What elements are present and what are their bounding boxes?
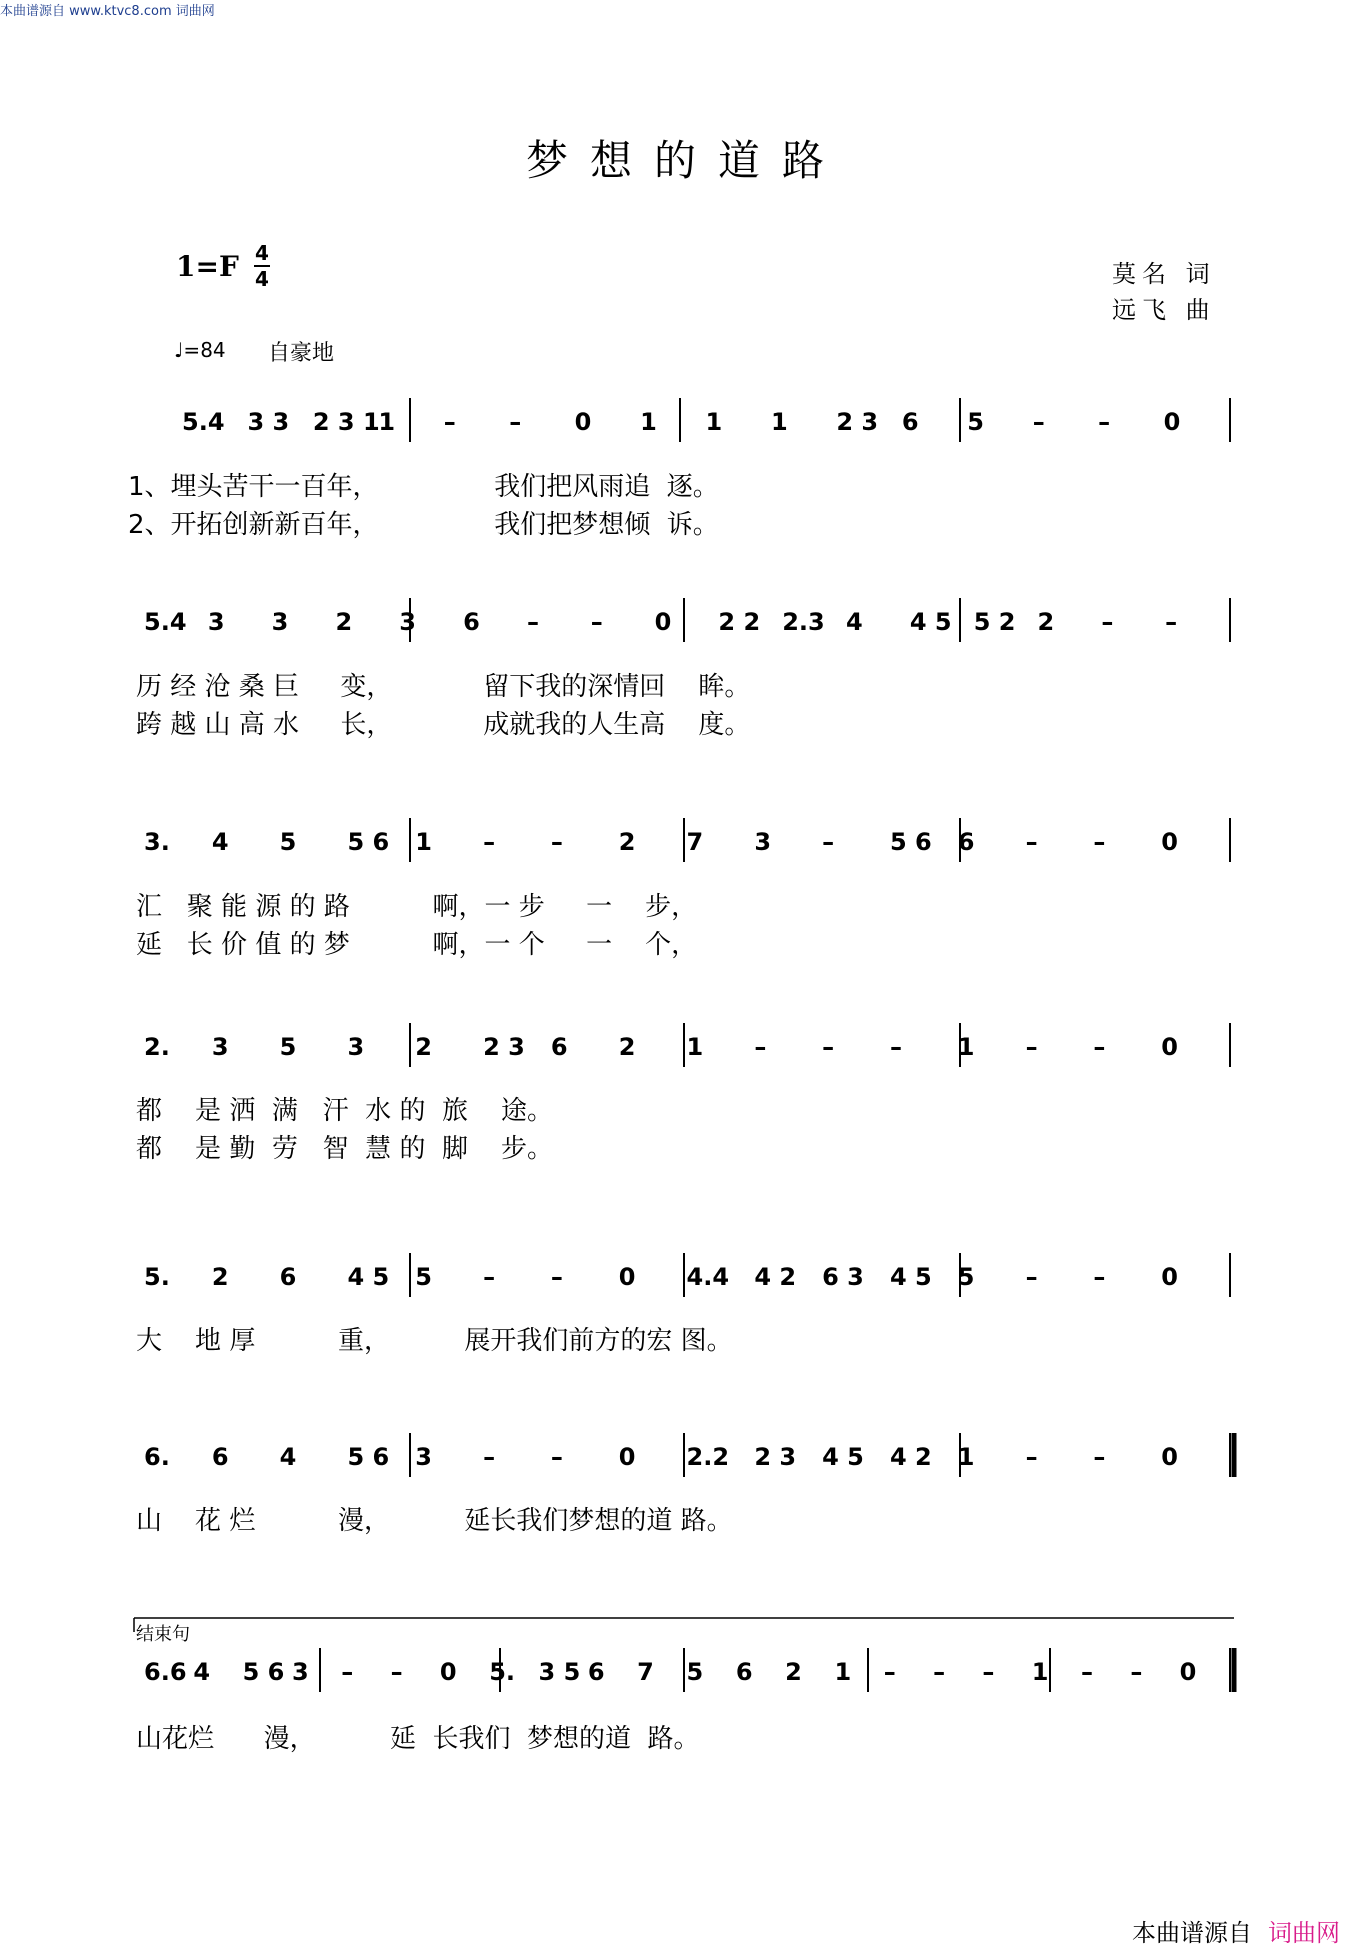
note: – <box>1025 828 1038 856</box>
note: 3 5 <box>538 1658 581 1686</box>
note: 0 <box>618 1443 636 1471</box>
note: 4 5 <box>822 1443 864 1471</box>
note: – <box>1081 1658 1094 1686</box>
note: 1 <box>957 1033 975 1061</box>
note: 5 6 <box>242 1658 285 1686</box>
note: – <box>1093 1033 1106 1061</box>
note: – <box>822 828 835 856</box>
note: – <box>1093 828 1106 856</box>
note: – <box>483 1443 496 1471</box>
note: 3 <box>211 1033 229 1061</box>
note: – <box>1025 1443 1038 1471</box>
note: 3 <box>347 1033 365 1061</box>
note: 6.6 <box>144 1658 187 1686</box>
note: 2.3 <box>782 608 825 636</box>
note: 1 <box>415 828 432 856</box>
note: – <box>526 608 539 636</box>
note: 0 <box>654 608 672 636</box>
note: 5.4 <box>144 608 187 636</box>
note: 0 <box>1161 828 1178 856</box>
note: 2 3 <box>483 1033 525 1061</box>
note: – <box>590 608 603 636</box>
note: 3 <box>207 608 225 636</box>
note: 1 <box>834 1658 852 1686</box>
note: 5 <box>279 828 297 856</box>
note: 2 3 <box>836 408 879 436</box>
note: 6 <box>550 1033 568 1061</box>
note: 3 3 <box>247 408 290 436</box>
ending-label: 结束句 <box>136 1624 190 1645</box>
note: 0 <box>618 1263 636 1291</box>
note: 0 <box>574 408 592 436</box>
note: 0 <box>1161 1263 1178 1291</box>
note: 6 <box>901 408 919 436</box>
note: – <box>822 1033 835 1061</box>
key-signature: 1=F <box>176 250 239 283</box>
note: – <box>883 1658 896 1686</box>
note: 1 <box>378 408 396 436</box>
time-signature-top: 4 <box>255 241 269 265</box>
note: 2 2 <box>718 608 761 636</box>
note: 5. <box>489 1658 516 1686</box>
note: 5 <box>957 1263 975 1291</box>
note: – <box>550 1443 563 1471</box>
note: – <box>341 1658 354 1686</box>
note: 1 <box>770 408 788 436</box>
note: – <box>1025 1033 1038 1061</box>
note: 5 <box>967 408 984 436</box>
note: – <box>1093 1263 1106 1291</box>
note: 3 <box>415 1443 432 1471</box>
footer-site: 词曲网 <box>1268 1919 1340 1947</box>
lyric-line-5: 大 地 厚 重， 展开我们前方的宏 图。 <box>136 1326 733 1356</box>
note: – <box>1025 1263 1038 1291</box>
note: 0 <box>439 1658 457 1686</box>
note: 4 2 <box>754 1263 797 1291</box>
note: 3 <box>754 828 772 856</box>
lyric-line-2-verse-2: 跨 越 山 高 水 长， 成就我的人生高 度。 <box>136 710 751 740</box>
note: 4 5 <box>909 608 952 636</box>
note: 1 <box>686 1033 704 1061</box>
note: 2 <box>335 608 353 636</box>
lyric-line-2-verse-1: 历 经 沧 桑 巨 变， 留下我的深情回 眸。 <box>136 672 751 702</box>
note: 4 5 <box>889 1263 932 1291</box>
lyric-line-1-verse-2: 2、开拓创新新百年， 我们把梦想倾 诉。 <box>128 510 719 540</box>
note: 2.2 <box>686 1443 730 1471</box>
note: 2 <box>415 1033 432 1061</box>
note: – <box>889 1033 902 1061</box>
note: 5.4 <box>182 408 225 436</box>
note: 5 6 <box>347 1443 390 1471</box>
note: 5 <box>686 1658 704 1686</box>
note: 6 <box>587 1658 605 1686</box>
note: 5 2 <box>973 608 1016 636</box>
note: 2 <box>211 1263 229 1291</box>
note: 2 3 <box>754 1443 797 1471</box>
lyric-line-4-verse-2: 都 是 勤 劳 智 慧 的 脚 步。 <box>136 1134 554 1164</box>
note: – <box>1165 608 1178 636</box>
note: – <box>933 1658 946 1686</box>
source-header: 本曲谱源自 www.ktvc8.com 词曲网 <box>0 4 215 19</box>
note: – <box>754 1033 767 1061</box>
note: 5 6 <box>347 828 390 856</box>
note: 2. <box>144 1033 170 1061</box>
note: 6. <box>144 1443 170 1471</box>
footer-source: 本曲谱源自 <box>1132 1919 1252 1947</box>
note: – <box>509 408 522 436</box>
note: 5. <box>144 1263 170 1291</box>
note: – <box>443 408 456 436</box>
note: 2 <box>1037 608 1055 636</box>
note: 1 <box>957 1443 975 1471</box>
note: – <box>1130 1658 1143 1686</box>
note: 3. <box>144 828 170 856</box>
note: 6 <box>463 608 480 636</box>
note: – <box>1098 408 1111 436</box>
lyricist-credit: 莫名 词 <box>1112 260 1216 288</box>
note: – <box>982 1658 995 1686</box>
note: 5 6 <box>889 828 932 856</box>
note: 4 <box>279 1443 297 1471</box>
note: 6 3 <box>822 1263 864 1291</box>
lyric-line-6: 山 花 烂 漫， 延长我们梦想的道 路。 <box>136 1506 733 1536</box>
note: 2 <box>618 828 636 856</box>
note: – <box>1093 1443 1106 1471</box>
note: – <box>550 1263 563 1291</box>
tempo-mark: ♩=84 <box>174 338 226 362</box>
song-title: 梦想的道路 <box>525 136 846 185</box>
note: 4 <box>211 828 229 856</box>
note: 0 <box>1163 408 1181 436</box>
time-signature-bottom: 4 <box>255 267 269 291</box>
note: 5 <box>415 1263 432 1291</box>
note: 1 <box>640 408 657 436</box>
expression-mark: 自豪地 <box>268 341 335 366</box>
note: 2 <box>785 1658 802 1686</box>
note: 2 3 1 <box>312 408 380 436</box>
lyric-line-1-verse-1: 1、埋头苦干一百年， 我们把风雨追 逐。 <box>128 472 719 502</box>
note: 0 <box>1179 1658 1197 1686</box>
note: 1 <box>705 408 723 436</box>
note: – <box>390 1658 403 1686</box>
note: 5 <box>279 1033 297 1061</box>
note: 3 <box>271 608 289 636</box>
note: – <box>1032 408 1045 436</box>
lyric-line-3-verse-2: 延 长 价 值 的 梦 啊，一 个 一 个， <box>136 930 698 960</box>
note: 3 <box>399 608 416 636</box>
note: 6 <box>957 828 975 856</box>
note: – <box>483 828 496 856</box>
composer-credit: 远飞 曲 <box>1112 296 1216 324</box>
note: 2 <box>618 1033 636 1061</box>
note: 6 <box>735 1658 753 1686</box>
note: – <box>550 828 563 856</box>
note: 0 <box>1161 1033 1178 1061</box>
note: 6 <box>279 1263 297 1291</box>
note: 4 5 <box>347 1263 390 1291</box>
lyric-line-3-verse-1: 汇 聚 能 源 的 路 啊，一 步 一 步， <box>136 892 698 922</box>
note: 7 <box>637 1658 654 1686</box>
note: 4 <box>846 608 863 636</box>
note: 4 2 <box>889 1443 932 1471</box>
note: 4 <box>193 1658 211 1686</box>
note: 6 <box>211 1443 229 1471</box>
note: 4.4 <box>686 1263 730 1291</box>
note: 7 <box>686 828 704 856</box>
note: – <box>1101 608 1114 636</box>
note: – <box>483 1263 496 1291</box>
lyric-line-4-verse-1: 都 是 洒 满 汗 水 的 旅 途。 <box>136 1096 554 1126</box>
lyric-line-ending: 山花烂 漫， 延 长我们 梦想的道 路。 <box>136 1724 700 1754</box>
note: 3 <box>291 1658 309 1686</box>
note: 0 <box>1161 1443 1178 1471</box>
note: 1 <box>1031 1658 1049 1686</box>
